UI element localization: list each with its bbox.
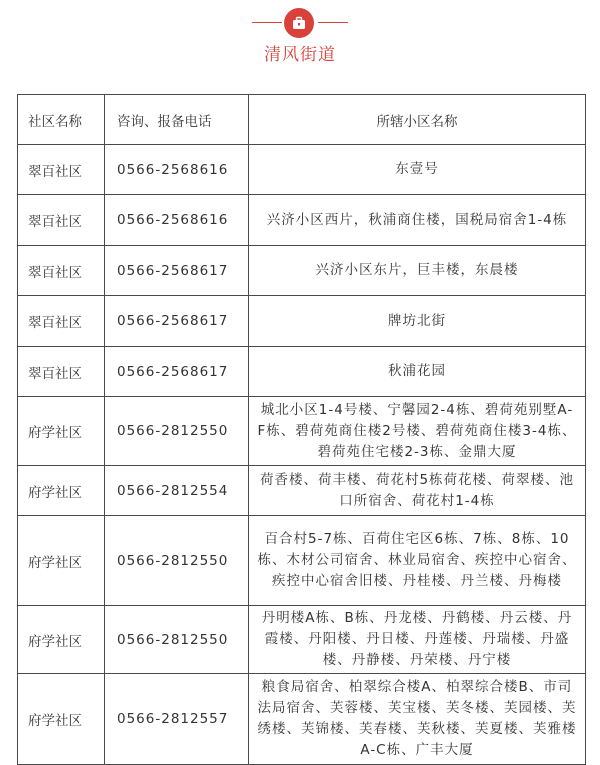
phone-cell: 0566-2812550 <box>105 606 249 674</box>
phone-cell: 0566-2568616 <box>105 195 249 246</box>
column-header-community: 社区名称 <box>18 95 105 145</box>
table-row <box>18 516 586 606</box>
phone-cell: 0566-2812550 <box>105 397 249 466</box>
section-header <box>0 0 600 72</box>
decorative-line-right <box>318 22 348 23</box>
table-row <box>18 674 586 765</box>
decorative-line-left <box>252 22 282 23</box>
community-cell: 翠百社区 <box>18 296 105 347</box>
table-header-row <box>18 95 586 145</box>
areas-cell: 丹明楼A栋、B栋、丹龙楼、丹鹤楼、丹云楼、丹霞楼、丹阳楼、丹日楼、丹莲楼、丹瑞楼、丹盛楼、丹静楼、丹荣楼、丹宁楼 <box>249 606 586 674</box>
areas-cell: 东壹号 <box>249 145 586 195</box>
areas-cell: 城北小区1-4号楼、宁馨园2-4栋、碧荷苑别墅A-F栋、碧荷苑商住楼2号楼、碧荷苑商住楼3-4栋、碧荷苑住宅楼2-3栋、金鼎大厦 <box>249 397 586 466</box>
table-row <box>18 397 586 466</box>
community-cell: 翠百社区 <box>18 145 105 195</box>
community-cell: 翠百社区 <box>18 347 105 397</box>
table-row <box>18 606 586 674</box>
areas-cell: 粮食局宿舍、柏翠综合楼A、柏翠综合楼B、市司法局宿舍、芙蓉楼、芙宝楼、芙冬楼、芙园楼、芙绣楼、芙锦楼、芙春楼、芙秋楼、芙夏楼、芙雅楼A-C栋、广丰大厦 <box>249 674 586 765</box>
phone-cell: 0566-2568617 <box>105 296 249 347</box>
phone-cell: 0566-2812557 <box>105 674 249 765</box>
table-row <box>18 347 586 397</box>
areas-cell: 兴济小区东片，巨丰楼，东晨楼 <box>249 246 586 296</box>
table-row <box>18 246 586 296</box>
areas-cell: 荷香楼、荷丰楼、荷花村5栋荷花楼、荷翠楼、池口所宿舍、荷花村1-4栋 <box>249 466 586 516</box>
phone-cell: 0566-2568617 <box>105 347 249 397</box>
column-header-phone: 咨询、报备电话 <box>105 95 249 145</box>
areas-cell: 兴济小区西片，秋浦商住楼，国税局宿舍1-4栋 <box>249 195 586 246</box>
table-row <box>18 296 586 347</box>
areas-cell: 百合村5-7栋、百荷住宅区6栋、7栋、8栋、10栋、木材公司宿舍、林业局宿舍、疾控中心宿舍、疾控中心宿舍旧楼、丹桂楼、丹兰楼、丹梅楼 <box>249 516 586 606</box>
phone-cell: 0566-2812554 <box>105 466 249 516</box>
page-title: 清风街道 <box>264 45 336 65</box>
community-cell: 翠百社区 <box>18 246 105 296</box>
community-cell: 府学社区 <box>18 516 105 606</box>
title-badge <box>284 8 314 38</box>
table-row <box>18 466 586 516</box>
phone-cell: 0566-2568616 <box>105 145 249 195</box>
community-cell: 翠百社区 <box>18 195 105 246</box>
column-header-areas: 所辖小区名称 <box>249 95 586 145</box>
community-cell: 府学社区 <box>18 466 105 516</box>
phone-cell: 0566-2812550 <box>105 516 249 606</box>
briefcase-icon <box>291 15 307 31</box>
community-cell: 府学社区 <box>18 397 105 466</box>
community-cell: 府学社区 <box>18 606 105 674</box>
areas-cell: 秋浦花园 <box>249 347 586 397</box>
phone-cell: 0566-2568617 <box>105 246 249 296</box>
community-contact-table <box>17 94 586 765</box>
table-row <box>18 195 586 246</box>
table-row <box>18 145 586 195</box>
community-cell: 府学社区 <box>18 674 105 765</box>
areas-cell: 牌坊北街 <box>249 296 586 347</box>
